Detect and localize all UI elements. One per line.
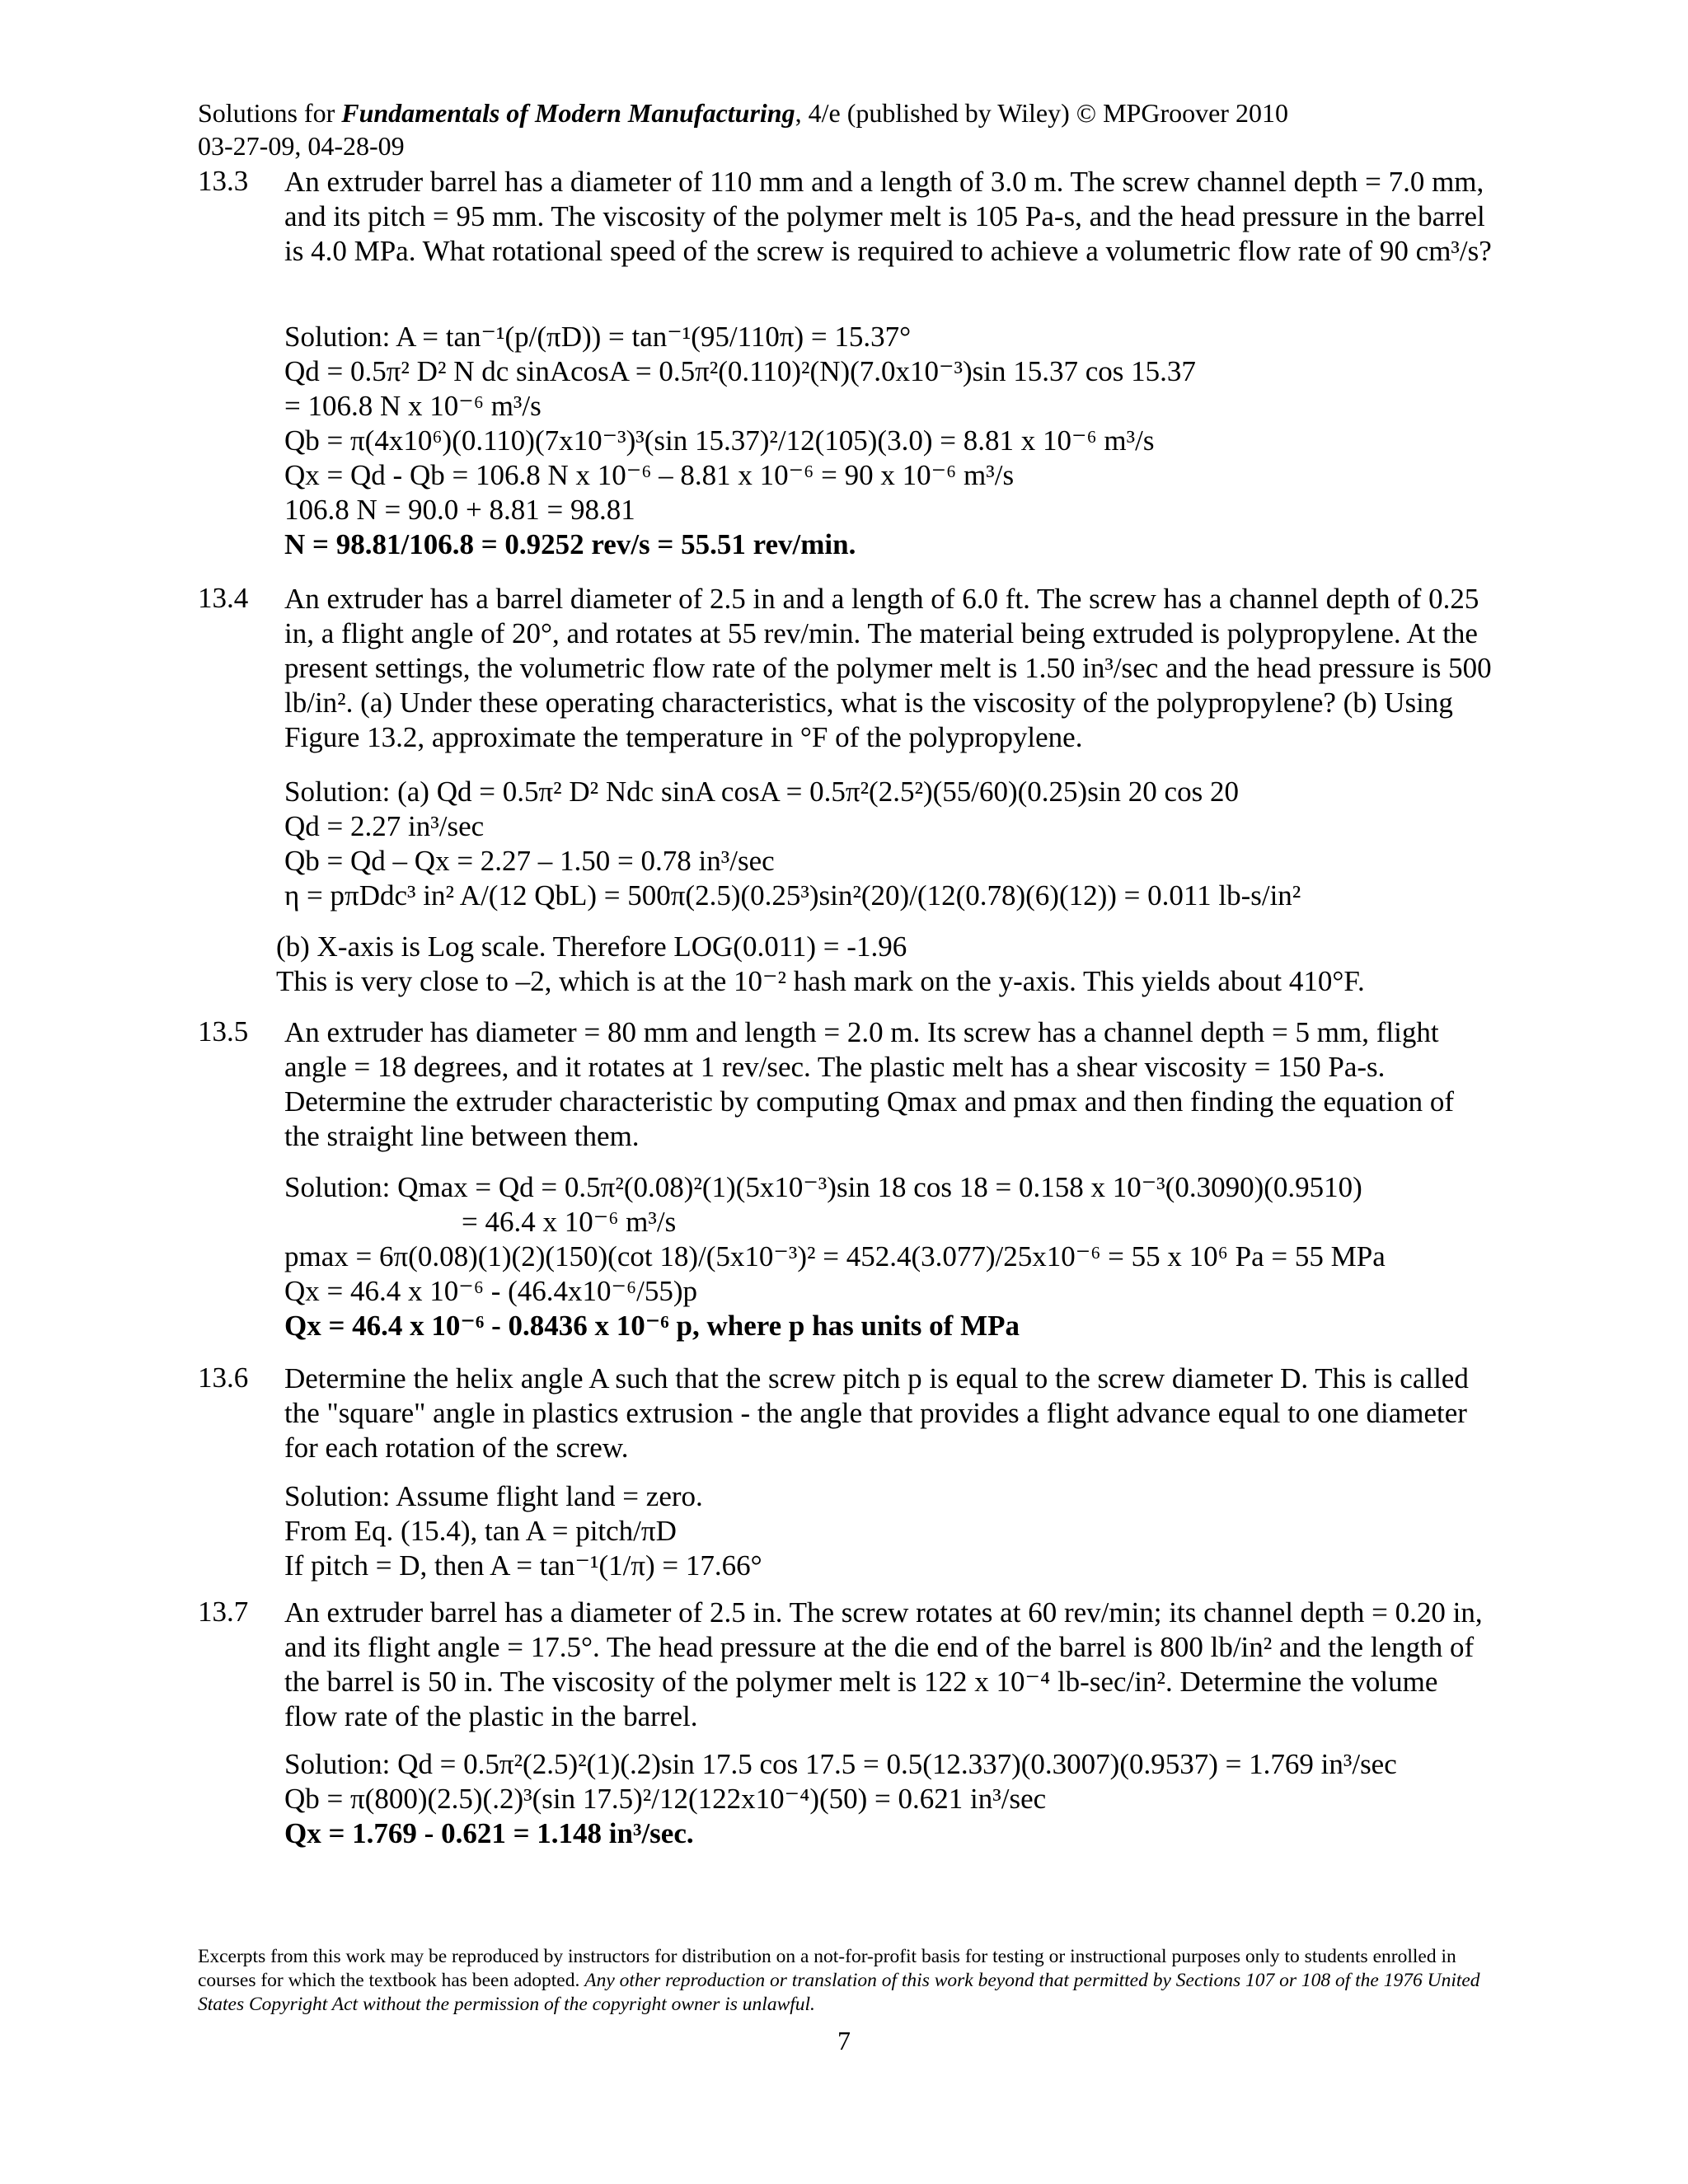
solution-line: Qd = 2.27 in³/sec [284, 810, 485, 842]
problem-statement: An extruder has diameter = 80 mm and length = 2.0 m. Its screw has a channel depth = 5 mm, flight angle = 18 degrees, and it rotates at 1 rev/sec. The plastic melt has a shear viscosity = 150 Pa-s. Determine the extruder characteristic by computing Qmax and pmax and then finding the equation of the straight line between them. [284, 1016, 1454, 1152]
solution-13-4 [284, 775, 1504, 913]
solution-line: η = pπDdc³ in² A/(12 QbL) = 500π(2.5)(0.25³)sin²(20)/(12(0.78)(6)(12)) = 0.011 lb-s/in² [284, 879, 1301, 912]
solution-line: Qx = 46.4 x 10⁻⁶ - (46.4x10⁻⁶/55)p [284, 1275, 698, 1307]
header-line: Solutions for Fundamentals of Modern Manufacturing, 4/e (published by Wiley) © MPGroover 2010 [198, 98, 1288, 128]
solution-13-5 [284, 1170, 1504, 1343]
solution-line: Solution: Qd = 0.5π²(2.5)²(1)(.2)sin 17.5 cos 17.5 = 0.5(12.337)(0.3007)(0.9537) = 1.769 in³/sec [284, 1748, 1397, 1780]
problem-number: 13.7 [198, 1596, 249, 1628]
problem-statement: An extruder barrel has a diameter of 2.5 in. The screw rotates at 60 rev/min; its channel depth = 0.20 in, and its flight angle = 17.5°. The head pressure at the die end of the barrel is 800 lb/in² and the length of the barrel is 50 in. The viscosity of the polymer melt is 122 x 10⁻⁴ lb-sec/in². Determine the volume flow rate of the plastic in the barrel. [284, 1596, 1483, 1732]
solution-line: Qd = 0.5π² D² N dc sinAcosA = 0.5π²(0.110)²(N)(7.0x10⁻³)sin 15.37 cos 15.37 [284, 355, 1196, 387]
problem-statement: Determine the helix angle A such that the screw pitch p is equal to the screw diameter D. This is called the "square" angle in plastics extrusion - the angle that provides a flight advance equal to one diameter for each rotation of the screw. [284, 1362, 1469, 1464]
solution-13-6 [284, 1479, 1504, 1583]
problem-number: 13.5 [198, 1015, 249, 1047]
problem-number: 13.4 [198, 582, 249, 614]
solution-answer: Qx = 46.4 x 10⁻⁶ - 0.8436 x 10⁻⁶ p, where p has units of MPa [284, 1310, 1020, 1342]
solution-line: = 46.4 x 10⁻⁶ m³/s [462, 1206, 677, 1238]
solution-13-7 [284, 1747, 1504, 1851]
solution-line: Solution: (a) Qd = 0.5π² D² Ndc sinA cosA = 0.5π²(2.5²)(55/60)(0.25)sin 20 cos 20 [284, 776, 1239, 808]
page-number: 7 [837, 2026, 851, 2055]
solution-line: Solution: A = tan⁻¹(p/(πD)) = tan⁻¹(95/110π) = 15.37° [284, 321, 912, 353]
solution-answer: N = 98.81/106.8 = 0.9252 rev/s = 55.51 rev/min. [284, 528, 856, 560]
footer-italic-text: Any other reproduction or translation of this work beyond that permitted by Sections 107 or 108 of the 1976 United States Copyright Act without the permission of the copyright owner is unlawful. [198, 1970, 1480, 2015]
copyright-footer [198, 1945, 1496, 2017]
solution-line: Solution: Assume flight land = zero. [284, 1480, 703, 1512]
solution-line: Qb = Qd – Qx = 2.27 – 1.50 = 0.78 in³/sec [284, 845, 775, 877]
solution-line: Qb = π(800)(2.5)(.2)³(sin 17.5)²/12(122x10⁻⁴)(50) = 0.621 in³/sec [284, 1783, 1047, 1815]
solution-line: Solution: Qmax = Qd = 0.5π²(0.08)²(1)(5x10⁻³)sin 18 cos 18 = 0.158 x 10⁻³(0.3090)(0.9510) [284, 1171, 1362, 1203]
solution-line: 106.8 N = 90.0 + 8.81 = 98.81 [284, 494, 635, 526]
footer-plain-text: Excerpts from this work may be reproduced by instructors for distribution on a not-for-profit basis for testing or instructional purposes only to students enrolled in courses for which the textbook has been adopted. [198, 1946, 1456, 1991]
problem-statement: An extruder barrel has a diameter of 110 mm and a length of 3.0 m. The screw channel depth = 7.0 mm, and its pitch = 95 mm. The viscosity of the polymer melt is 105 Pa-s, and the head pressure in the barrel is 4.0 MPa. What rotational speed of the screw is required to achieve a volumetric flow rate of 90 cm³/s? [284, 166, 1492, 267]
solution-answer: If pitch = D, then A = tan⁻¹(1/π) = 17.66° [284, 1549, 762, 1582]
problem-number: 13.6 [198, 1361, 249, 1394]
solution-13-3 [284, 320, 1504, 562]
problem-number: 13.3 [198, 165, 249, 197]
book-title: Fundamentals of Modern Manufacturing [341, 98, 795, 128]
solution-line: pmax = 6π(0.08)(1)(2)(150)(cot 18)/(5x10⁻³)² = 452.4(3.077)/25x10⁻⁶ = 55 x 10⁶ Pa = 55 MPa [284, 1240, 1386, 1272]
solution-13-4-part-b [276, 930, 1496, 999]
solution-line: This is very close to –2, which is at the 10⁻² hash mark on the y-axis. This yields about 410°F. [276, 965, 1365, 997]
solution-line: Qx = Qd - Qb = 106.8 N x 10⁻⁶ – 8.81 x 10⁻⁶ = 90 x 10⁻⁶ m³/s [284, 459, 1015, 491]
problem-statement: An extruder has a barrel diameter of 2.5 in and a length of 6.0 ft. The screw has a channel depth of 0.25 in, a flight angle of 20°, and rotates at 55 rev/min. The material being extruded is polypropylene. At the present settings, the volumetric flow rate of the polymer melt is 1.50 in³/sec and the head pressure is 500 lb/in². (a) Under these operating characteristics, what is the viscosity of the polypropylene? (b) Using Figure 13.2, approximate the temperature in °F of the polypropylene. [284, 583, 1492, 753]
solution-answer: Qx = 1.769 - 0.621 = 1.148 in³/sec. [284, 1817, 694, 1849]
solution-line: = 106.8 N x 10⁻⁶ m³/s [284, 390, 542, 422]
solution-line: Qb = π(4x10⁶)(0.110)(7x10⁻³)³(sin 15.37)²/12(105)(3.0) = 8.81 x 10⁻⁶ m³/s [284, 424, 1155, 457]
solution-line: (b) X-axis is Log scale. Therefore LOG(0.011) = -1.96 [276, 930, 907, 963]
solution-line: From Eq. (15.4), tan A = pitch/πD [284, 1515, 677, 1547]
header-dates: 03-27-09, 04-28-09 [198, 131, 405, 161]
